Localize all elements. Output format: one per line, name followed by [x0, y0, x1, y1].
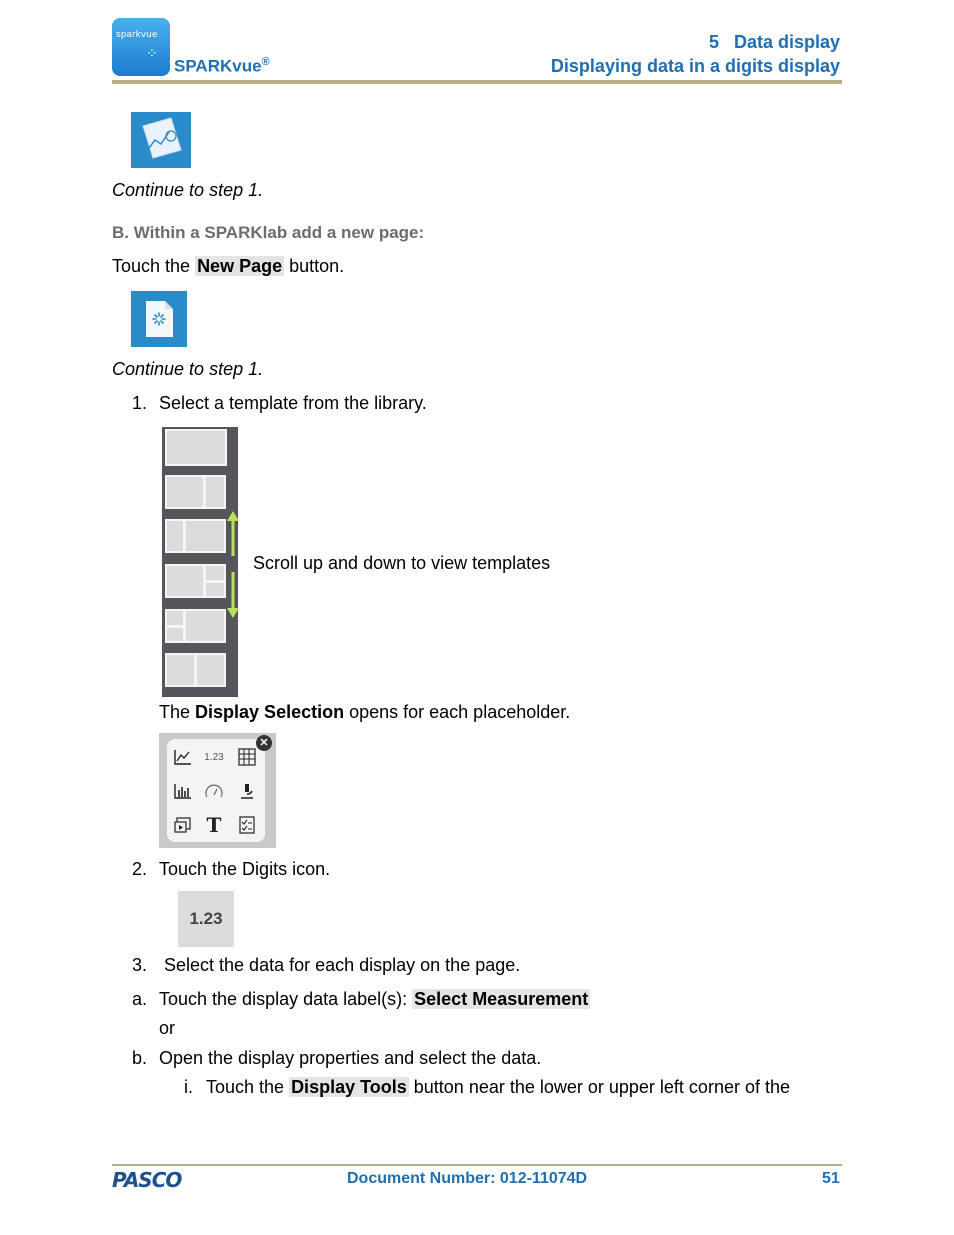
step-3-text: Select the data for each display on the page. [164, 955, 521, 975]
logo-dots-icon: ⁘ [146, 45, 158, 61]
display-sel-bold: Display Selection [195, 702, 345, 722]
digits-display-icon[interactable]: 1.23 [204, 751, 224, 763]
step-2-number: 2. [132, 859, 148, 879]
substep-i-prefix: Touch the [206, 1077, 290, 1097]
pasco-logo: PASCO [112, 1168, 182, 1192]
template-single[interactable] [165, 429, 227, 466]
substep-i-suffix: button near the lower or upper left corner of the [408, 1077, 790, 1097]
movie-display-icon[interactable] [171, 813, 195, 837]
continue-step-text-2: Continue to step 1. [112, 359, 264, 379]
display-tools-label: Display Tools [291, 1077, 407, 1097]
sparkvue-logo [112, 18, 170, 76]
substep-b-letter: b. [132, 1048, 148, 1068]
bar-graph-display-icon[interactable] [171, 779, 195, 803]
substep-b-text: Open the display properties and select the data. [159, 1048, 542, 1068]
step-1-number: 1. [132, 393, 148, 413]
display-sel-suffix: opens for each placeholder. [344, 702, 571, 722]
substep-i-text [206, 1077, 790, 1098]
meter-display-icon[interactable] [202, 779, 226, 803]
scroll-instruction: Scroll up and down to view templates [253, 553, 551, 573]
continue-step-text: Continue to step 1. [112, 180, 264, 200]
substep-a-text [159, 989, 590, 1010]
display-selection-text [159, 702, 570, 723]
product-label: SPARKvue [174, 56, 262, 76]
header-rule [112, 80, 842, 84]
display-sel-prefix: The [159, 702, 196, 722]
document-number: Document Number: 012-11074D [347, 1170, 588, 1187]
new-page-button[interactable] [131, 291, 187, 347]
step-2-text: Touch the Digits icon. [159, 859, 331, 879]
new-page-label: New Page [197, 256, 283, 276]
section-b-heading: B. Within a SPARKlab add a new page: [112, 223, 425, 242]
page-number: 51 [822, 1170, 840, 1187]
step-1-text: Select a template from the library. [159, 393, 427, 413]
display-selection-panel [159, 733, 276, 848]
checklist-display-icon[interactable] [235, 813, 259, 837]
substep-i-number: i. [184, 1077, 193, 1097]
new-experiment-icon [131, 112, 191, 168]
close-icon[interactable]: ✕ [256, 735, 272, 751]
touch-suffix: button. [284, 256, 345, 276]
logo-text: sparkvue [116, 30, 158, 40]
touch-prefix: Touch the [112, 256, 196, 276]
section-title: Displaying data in a digits display [550, 56, 840, 76]
display-selection-grid [167, 739, 265, 842]
substep-a-letter: a. [132, 989, 148, 1009]
registered-mark: ® [261, 56, 270, 68]
table-display-icon[interactable] [235, 745, 259, 769]
scroll-arrows-icon [225, 510, 241, 620]
or-text: or [159, 1018, 176, 1038]
select-measurement-label: Select Measurement [414, 989, 589, 1009]
digits-icon[interactable]: 1.23 [178, 891, 234, 947]
substep-a-prefix: Touch the display data label(s): [159, 989, 413, 1009]
chapter-title: 5 Data display [708, 32, 840, 52]
step-3-number: 3. [132, 955, 148, 975]
new-page-icon [131, 291, 187, 347]
graph-display-icon[interactable] [171, 745, 195, 769]
touch-new-page-text [112, 256, 344, 277]
product-name [174, 56, 270, 77]
microscope-display-icon[interactable] [235, 779, 259, 803]
text-display-icon[interactable]: T [206, 813, 222, 837]
footer-rule [112, 1164, 842, 1166]
